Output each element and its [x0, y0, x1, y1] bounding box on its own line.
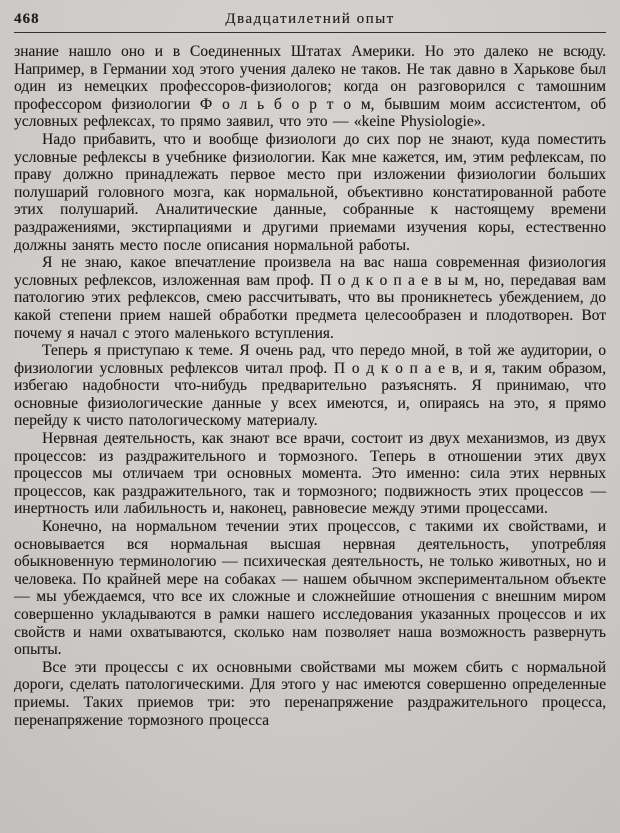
paragraph-3: Я не знаю, какое впечатление произвела на вас наша современная физиология условных рефлексов, изложенная вам проф. П о д к о п а е в ы м, но, передавая вам патологию этих рефлексов, смею рассчитывать, что вы проникнетесь убеждением, до какой степени прием нашей обработки предмета целесообразен и плодотворен. Вот почему я начал с этого маленького вступления. [14, 254, 606, 342]
text-block [14, 43, 606, 729]
paragraph-1: знание нашло оно и в Соединенных Штатах Америки. Но это далеко не всюду. Например, в Германии ход этого учения далеко не таков. Не так давно в Харькове был один из немецких профессоров-физиологов; когда он разговорился с тамошним профессором физиологии Ф о л ь б о р т о м, бывшим моим ассистентом, об условных рефлексах, то прямо заявил, что это — «keine Physiologie». [14, 43, 606, 131]
running-title: Двадцатилетний опыт [225, 11, 395, 27]
paragraph-6: Конечно, на нормальном течении этих процессов, с такими их свойствами, и основывается вся нормальная высшая нервная деятельность, употребляя обыкновенную терминологию — психическая деятельность, не только животных, но и человека. По крайней мере на собаках — нашем обычном экспериментальном объекте — мы убеждаемся, что все их сложные и сложнейшие отношения с внешним миром совершенно укладываются в рамки нашего исследования указанных процессов и их свойств и нами охватываются, сколько нам позволяет наша возможность развернуть опыты. [14, 518, 606, 659]
page-header [14, 8, 606, 30]
paragraph-5: Нервная деятельность, как знают все врачи, состоит из двух механизмов, из двух процессов: из раздражительного и тормозного. Теперь в отношении этих двух процессов мы отличаем три основных момента. Это именно: сила этих нервных процессов, как раздражительного, так и тормозного; подвижность этих процессов — инертность или лабильность и, наконец, равновесие между этими процессами. [14, 430, 606, 518]
page-number: 468 [14, 11, 40, 27]
paragraph-4: Теперь я приступаю к теме. Я очень рад, что передо мной, в той же аудитории, о физиологии условных рефлексов читал проф. П о д к о п а е в, и я, таким образом, избегаю надобности что-нибудь предварительно разъяснять. Я принимаю, что основные физиологические данные у всех имеются, и, опираясь на это, я прямо перейду к чисто патологическому материалу. [14, 342, 606, 430]
header-rule [14, 32, 606, 33]
paragraph-7: Все эти процессы с их основными свойствами мы можем сбить с нормальной дороги, сделать патологическими. Для этого у нас имеются совершенно определенные приемы. Таких приемов три: это перенапряжение раздражительного процесса, перенапряжение тормозного процесса [14, 658, 606, 729]
paragraph-2: Надо прибавить, что и вообще физиологи до сих пор не знают, куда поместить условные рефлексы в учебнике физиологии. Как мне кажется, им, этим рефлексам, по праву должно принадлежать первое место при изложении физиологии больших полушарий головного мозга, как нормальной, объективно констатированной работе этих полушарий. Аналитические данные, собранные к настоящему времени раздражениями, экстирпациями и другими приемами изучения коры, естественно должны занять место после описания нормальной работы. [14, 130, 606, 254]
